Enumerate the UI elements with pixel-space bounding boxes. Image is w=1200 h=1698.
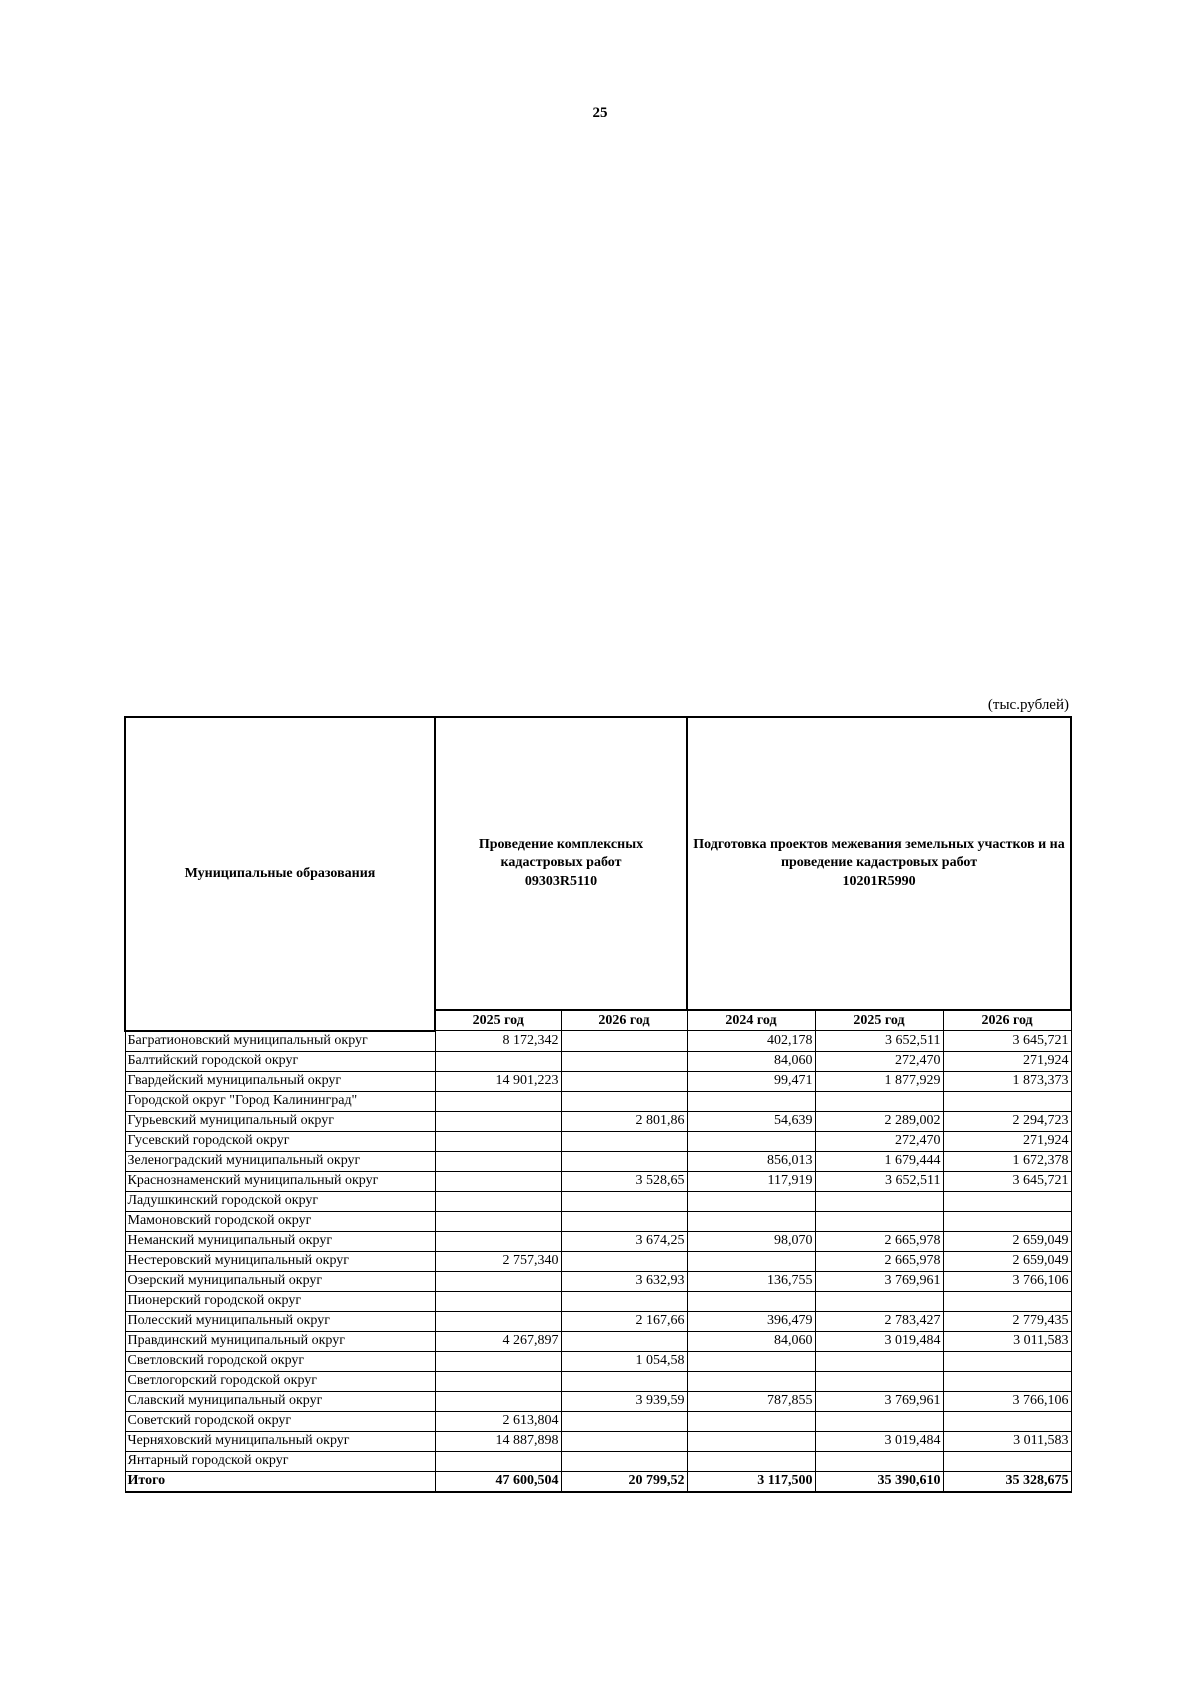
value-cell: 3 769,961 [815, 1391, 943, 1411]
municipality-name: Балтийский городской округ [125, 1051, 435, 1071]
total-value-cell: 47 600,504 [435, 1471, 561, 1492]
value-cell [687, 1431, 815, 1451]
value-cell: 14 887,898 [435, 1431, 561, 1451]
year-header: 2025 год [815, 1010, 943, 1031]
value-cell: 2 294,723 [943, 1111, 1071, 1131]
table-body [125, 1031, 1071, 1492]
value-cell [561, 1051, 687, 1071]
value-cell: 2 659,049 [943, 1231, 1071, 1251]
value-cell: 1 054,58 [561, 1351, 687, 1371]
value-cell [435, 1231, 561, 1251]
value-cell: 8 172,342 [435, 1031, 561, 1052]
value-cell [435, 1211, 561, 1231]
value-cell: 3 019,484 [815, 1331, 943, 1351]
total-label: Итого [125, 1471, 435, 1492]
value-cell [815, 1451, 943, 1471]
value-cell [435, 1371, 561, 1391]
total-value-cell: 35 390,610 [815, 1471, 943, 1492]
value-cell: 2 757,340 [435, 1251, 561, 1271]
column-group-cadastral-works [435, 717, 687, 1010]
value-cell [561, 1451, 687, 1471]
value-cell [687, 1251, 815, 1271]
municipality-name: Пионерский городской округ [125, 1291, 435, 1311]
municipality-name: Неманский муниципальный округ [125, 1231, 435, 1251]
value-cell: 117,919 [687, 1171, 815, 1191]
value-cell [687, 1371, 815, 1391]
value-cell: 98,070 [687, 1231, 815, 1251]
value-cell: 3 766,106 [943, 1271, 1071, 1291]
municipality-name: Мамоновский городской округ [125, 1211, 435, 1231]
value-cell: 99,471 [687, 1071, 815, 1091]
value-cell: 2 665,978 [815, 1231, 943, 1251]
table-row [125, 1051, 1071, 1071]
value-cell: 2 779,435 [943, 1311, 1071, 1331]
table-row [125, 1211, 1071, 1231]
value-cell [943, 1211, 1071, 1231]
value-cell [561, 1071, 687, 1091]
total-row [125, 1471, 1071, 1492]
table-row [125, 1291, 1071, 1311]
municipality-name: Светлогорский городской округ [125, 1371, 435, 1391]
value-cell [687, 1091, 815, 1111]
table-row [125, 1371, 1071, 1391]
value-cell: 402,178 [687, 1031, 815, 1052]
value-cell: 3 528,65 [561, 1171, 687, 1191]
value-cell: 3 766,106 [943, 1391, 1071, 1411]
table-row [125, 1411, 1071, 1431]
table-row [125, 1251, 1071, 1271]
value-cell [435, 1151, 561, 1171]
total-value-cell: 3 117,500 [687, 1471, 815, 1492]
value-cell [561, 1251, 687, 1271]
table-row [125, 1171, 1071, 1191]
value-cell: 136,755 [687, 1271, 815, 1291]
value-cell: 4 267,897 [435, 1331, 561, 1351]
value-cell [561, 1411, 687, 1431]
table-row [125, 1111, 1071, 1131]
value-cell: 3 632,93 [561, 1271, 687, 1291]
value-cell: 2 289,002 [815, 1111, 943, 1131]
budget-table [124, 716, 1072, 1493]
table-row [125, 1131, 1071, 1151]
value-cell [687, 1211, 815, 1231]
municipality-name: Советский городской округ [125, 1411, 435, 1431]
group-code: 10201R5990 [842, 873, 916, 889]
year-header: 2026 год [561, 1010, 687, 1031]
value-cell: 2 665,978 [815, 1251, 943, 1271]
column-header-municipalities: Муниципальные образования [125, 717, 435, 1031]
group-code: 09303R5110 [524, 873, 598, 889]
value-cell [435, 1051, 561, 1071]
value-cell [815, 1091, 943, 1111]
municipality-name: Зеленоградский муниципальный округ [125, 1151, 435, 1171]
value-cell: 1 877,929 [815, 1071, 943, 1091]
page-number: 25 [592, 105, 608, 121]
value-cell: 3 011,583 [943, 1331, 1071, 1351]
year-header: 2025 год [435, 1010, 561, 1031]
value-cell [561, 1371, 687, 1391]
value-cell [561, 1191, 687, 1211]
table-row [125, 1391, 1071, 1411]
value-cell [435, 1351, 561, 1371]
municipality-name: Гурьевский муниципальный округ [125, 1111, 435, 1131]
value-cell [943, 1411, 1071, 1431]
municipality-name: Славский муниципальный округ [125, 1391, 435, 1411]
value-cell [815, 1211, 943, 1231]
value-cell [815, 1411, 943, 1431]
value-cell [561, 1291, 687, 1311]
table-row [125, 1431, 1071, 1451]
group-title: Подготовка проектов межевания земельных участков и на проведение кадастровых работ [693, 837, 1065, 871]
table-row [125, 1231, 1071, 1251]
value-cell [561, 1151, 687, 1171]
value-cell: 2 783,427 [815, 1311, 943, 1331]
value-cell [687, 1411, 815, 1431]
value-cell [561, 1031, 687, 1052]
municipality-name: Багратионовский муниципальный округ [125, 1031, 435, 1052]
value-cell [943, 1191, 1071, 1211]
municipality-name: Нестеровский муниципальный округ [125, 1251, 435, 1271]
municipality-name: Озерский муниципальный округ [125, 1271, 435, 1291]
value-cell [435, 1091, 561, 1111]
value-cell [435, 1391, 561, 1411]
municipality-name: Янтарный городской округ [125, 1451, 435, 1471]
table-row [125, 1311, 1071, 1331]
value-cell: 1 873,373 [943, 1071, 1071, 1091]
table-row [125, 1191, 1071, 1211]
value-cell: 2 801,86 [561, 1111, 687, 1131]
value-cell [435, 1171, 561, 1191]
municipality-name: Гвардейский муниципальный округ [125, 1071, 435, 1091]
value-cell: 3 011,583 [943, 1431, 1071, 1451]
municipality-name: Гусевский городской округ [125, 1131, 435, 1151]
column-group-land-surveying [687, 717, 1071, 1010]
value-cell [561, 1211, 687, 1231]
value-cell [815, 1351, 943, 1371]
value-cell: 3 652,511 [815, 1031, 943, 1052]
total-value-cell: 20 799,52 [561, 1471, 687, 1492]
value-cell: 3 019,484 [815, 1431, 943, 1451]
municipality-name: Полесский муниципальный округ [125, 1311, 435, 1331]
value-cell: 3 652,511 [815, 1171, 943, 1191]
value-cell [561, 1331, 687, 1351]
value-cell: 1 679,444 [815, 1151, 943, 1171]
value-cell: 271,924 [943, 1131, 1071, 1151]
municipality-name: Краснознаменский муниципальный округ [125, 1171, 435, 1191]
value-cell: 2 659,049 [943, 1251, 1071, 1271]
table-row [125, 1271, 1071, 1291]
value-cell [943, 1371, 1071, 1391]
value-cell: 1 672,378 [943, 1151, 1071, 1171]
value-cell [687, 1291, 815, 1311]
municipality-name: Городской округ "Город Калининград" [125, 1091, 435, 1111]
value-cell [815, 1191, 943, 1211]
value-cell [687, 1451, 815, 1471]
group-title: Проведение комплексных кадастровых работ [478, 837, 644, 871]
value-cell [943, 1091, 1071, 1111]
value-cell [561, 1431, 687, 1451]
table-row [125, 1071, 1071, 1091]
value-cell [435, 1111, 561, 1131]
year-header: 2026 год [943, 1010, 1071, 1031]
value-cell: 272,470 [815, 1051, 943, 1071]
value-cell: 396,479 [687, 1311, 815, 1331]
value-cell [435, 1271, 561, 1291]
units-label: (тыс.рублей) [987, 697, 1069, 713]
value-cell [435, 1291, 561, 1311]
table-row [125, 1031, 1071, 1052]
value-cell [687, 1131, 815, 1151]
value-cell: 3 769,961 [815, 1271, 943, 1291]
value-cell [435, 1311, 561, 1331]
value-cell: 14 901,223 [435, 1071, 561, 1091]
value-cell [815, 1371, 943, 1391]
value-cell: 3 939,59 [561, 1391, 687, 1411]
value-cell: 84,060 [687, 1051, 815, 1071]
value-cell: 787,855 [687, 1391, 815, 1411]
value-cell: 54,639 [687, 1111, 815, 1131]
value-cell: 84,060 [687, 1331, 815, 1351]
table-row [125, 1351, 1071, 1371]
value-cell: 3 645,721 [943, 1171, 1071, 1191]
value-cell [943, 1291, 1071, 1311]
value-cell [943, 1351, 1071, 1371]
municipality-name: Правдинский муниципальный округ [125, 1331, 435, 1351]
value-cell: 856,013 [687, 1151, 815, 1171]
table-row [125, 1151, 1071, 1171]
value-cell [687, 1191, 815, 1211]
value-cell: 3 645,721 [943, 1031, 1071, 1052]
value-cell: 271,924 [943, 1051, 1071, 1071]
value-cell: 272,470 [815, 1131, 943, 1151]
value-cell [435, 1191, 561, 1211]
table-row [125, 1331, 1071, 1351]
value-cell [435, 1131, 561, 1151]
total-value-cell: 35 328,675 [943, 1471, 1071, 1492]
value-cell [687, 1351, 815, 1371]
value-cell: 2 167,66 [561, 1311, 687, 1331]
value-cell [943, 1451, 1071, 1471]
municipality-name: Ладушкинский городской округ [125, 1191, 435, 1211]
value-cell [561, 1131, 687, 1151]
table-row [125, 1091, 1071, 1111]
value-cell: 3 674,25 [561, 1231, 687, 1251]
municipality-name: Светловский городской округ [125, 1351, 435, 1371]
value-cell [561, 1091, 687, 1111]
municipality-name: Черняховский муниципальный округ [125, 1431, 435, 1451]
value-cell [435, 1451, 561, 1471]
value-cell: 2 613,804 [435, 1411, 561, 1431]
value-cell [815, 1291, 943, 1311]
table-row [125, 1451, 1071, 1471]
year-header: 2024 год [687, 1010, 815, 1031]
